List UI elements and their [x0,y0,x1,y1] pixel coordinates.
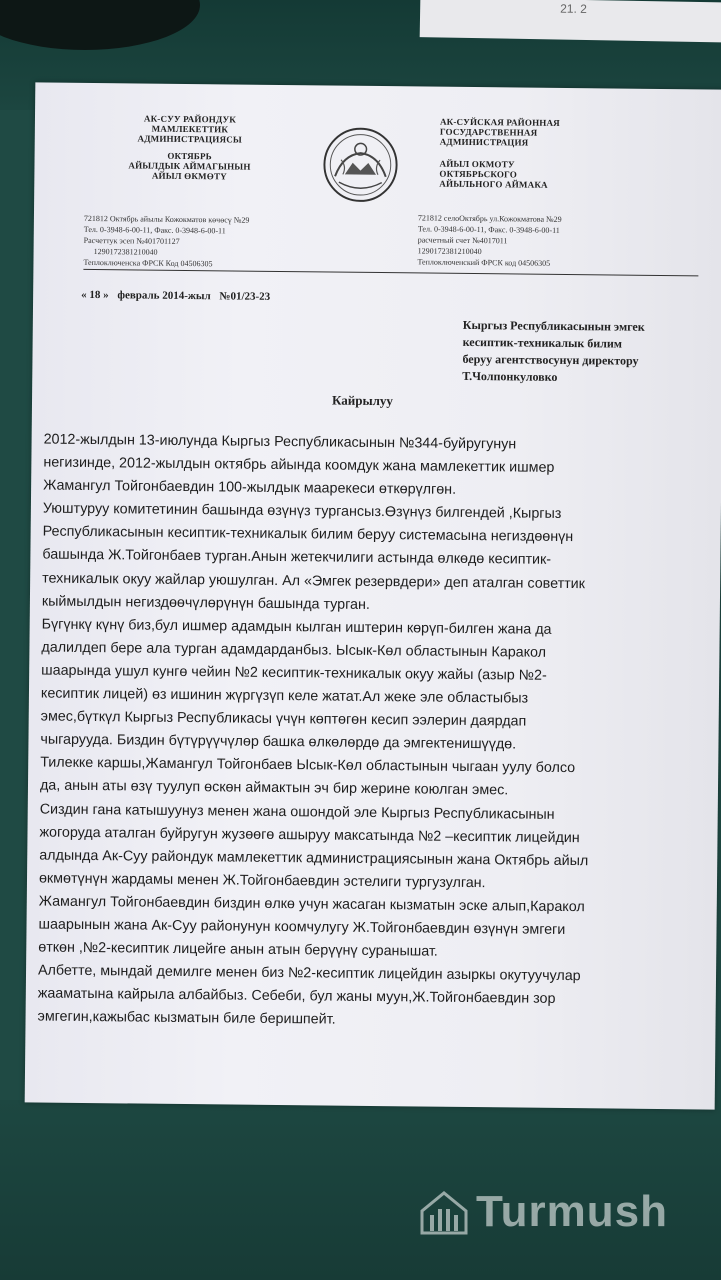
letterhead-right [439,117,620,191]
letterhead-left [89,113,290,182]
turmush-logo-icon [418,1187,470,1237]
document-number: №01/23-23 [219,290,271,303]
turmush-watermark [418,1184,708,1240]
body-line: алдында Ак-Суу райондук мамлекеттик администрациясынын жана Октябрь айыл [39,847,589,869]
body-line: техникалык окуу жайлар уюшулган. Ал «Эмгек резервдери» деп аталган советтик [42,570,586,592]
address-line: 721812 селоОктябрь ул.Кожокматова №29 [417,213,562,224]
body-line: кыймылдын негиздөөчүлөрүнүн башында турган. [41,593,370,613]
watermark-text: Turmush [476,1187,668,1236]
body-line: жааматына кайрыла албайбыз. Себеби, бул жаны муун,Ж.Тойгонбаевдин зор [37,985,556,1008]
body-line: өткөн ,№2-кесиптик лицейге анын атын берүүнү суранышат. [38,939,438,960]
letterhead-right-line: ОКТЯБРЬСКОГО [439,168,518,180]
letterhead-right-line: АДМИНИСТРАЦИЯ [439,136,529,148]
body-line: шаарында ушул кунгө чейин №2 кесиптик-техникалык окуу жайы (азыр №2- [41,662,547,684]
body-line: Сиздин гана катышуунуз менен жана ошондой эле Кыргыз Республикасынын [39,801,555,823]
date-line [81,289,276,303]
date-month-year: февраль 2014-жыл [117,289,211,303]
body-line: негизинде, 2012-жылдын октябрь айында коомдук жана мамлекеттик ишмер [43,454,555,476]
body-line: Жамангул Тойгонбаевдин 100-жылдык маарекеси өткөрүлгөн. [43,477,457,499]
letterhead-left-line: АЙЫЛДЫК АЙМАГЫНЫН [128,160,251,172]
body-line: да, анын аты өзү туулуп өскөн аймактын эч бир жерине коюлган эмес. [39,777,509,799]
addressee-block [462,317,713,388]
kyrgyz-state-emblem-icon [321,125,400,204]
header-divider [83,269,698,276]
letterhead-left-line: АЙЫЛ ӨКМӨТҮ [151,170,227,182]
body-line: эмгегин,кажыбас кызматын биле беришпейт. [37,1008,336,1028]
body-line: Тилекке каршы,Жамангул Тойгонбаев Ысык-Көл областынын чыгаан уулу болсо [40,754,576,777]
letterhead-left-line: МАМЛЕКЕТТИК [151,123,229,135]
letterhead-left-line: АДМИНИСТРАЦИЯСЫ [137,133,243,145]
address-line: расчетный счет №4017011 [417,235,508,246]
address-line: Тел. 0-3948-6-00-11, Факс. 0-3948-6-00-11 [83,224,226,236]
address-line: Теплоключенский ФРСК код 04506305 [417,257,551,268]
body-line: кесиптик лицей) өз ишинин жүргүзүп келе жатат.Ал жеке эле областыбыз [40,685,529,707]
letterhead-right-line: АК-СУЙСКАЯ РАЙОННАЯ [439,116,560,128]
body-line: Уюштуруу комитетинин башында өзүнүз тургансыз.Өзүнүз билгендей ,Кыргыз [42,500,562,523]
date-day: « 18 » [81,288,109,302]
letterhead-right-line: АЙЫЛ ОКМОТУ [439,158,515,170]
background-paper [420,0,721,43]
body-line: Албетте, мындай демилге менен биз №2-кесиптик лицейдин азыркы окутуучулар [37,962,581,985]
letter-title: Кайрылуу [331,392,394,409]
body-line: эмес,бүткүл Кыргыз Республикасы үчүн көптөгөн кесип ээлерин даярдап [40,708,527,730]
address-right [417,212,678,270]
body-line: 2012-жылдын 13-июлунда Кыргыз Республикасынын №344-буйругунун [43,431,517,453]
body-line: чыгарууда. Биздин бүтүрүүчүлөр башка өлкөлөрдө да эмгектенишүүдө. [40,731,517,753]
body-line: далилдеп бере ала турган адамдарданбыз. Ысык-Көл областынын Каракол [41,639,547,661]
addressee-line: кесиптик-техникалык билим [462,334,623,351]
addressee-line: беруу агентствосунун директору [462,351,639,368]
address-left [83,213,344,271]
body-line: шаарынын жана Ак-Суу районунун коомчулугу Ж.Тойгонбаевдин өзүнүн эмгеги [38,916,566,938]
address-line: Теплоключенска ФРСК Код 04506305 [83,257,213,269]
letterhead-right-line: ГОСУДАРСТВЕННАЯ [439,126,538,138]
letter-document [25,82,721,1109]
body-line: Жамангул Тойгонбаевдин биздин өлкө учун жасаган кызматын эске алып,Каракол [38,893,585,916]
body-line: жогоруда аталган буйругун жузөөгө ашыруу максатында №2 –кесиптик лицейдин [39,824,580,846]
body-line: башында Ж.Тойгонбаев турган.Анын жетекчилиги астында өлкөдө кесиптик- [42,546,552,569]
letter-body [37,429,721,1037]
letterhead-left-line: АК-СУУ РАЙОНДУК [143,113,237,125]
corner-note: 21. 2 [560,1,588,17]
body-line: Республикасынын кесиптик-техникалык билим беруу системасына негиздөөнүн [42,523,574,546]
address-line: Расчеттук эсеп №401701127 [83,235,180,246]
body-line: өкмөтүнүн жардамы менен Ж.Тойгонбаевдин эстелиги тургузулган. [38,870,486,891]
body-line: Бүгүнкү күнү биз,бул ишмер адамдын кылган иштерин көрүп-билген жана да [41,616,552,638]
letterhead-right-line: АЙЫЛЬНОГО АЙМАКА [439,178,548,190]
addressee-line: Кыргыз Республикасынын эмгек [462,317,645,334]
address-line: Тел. 0-3948-6-00-11, Факс. 0-3948-6-00-11 [417,224,560,235]
address-line: 1290172381210040 [93,247,158,257]
letterhead-left-line: ОКТЯБРЬ [167,150,212,162]
address-line: 721812 Октябрь айылы Кожокматов көчөсү №29 [83,213,250,225]
address-line: 1290172381210040 [417,246,482,257]
addressee-line: Т.Чолпонкуловко [462,368,558,384]
